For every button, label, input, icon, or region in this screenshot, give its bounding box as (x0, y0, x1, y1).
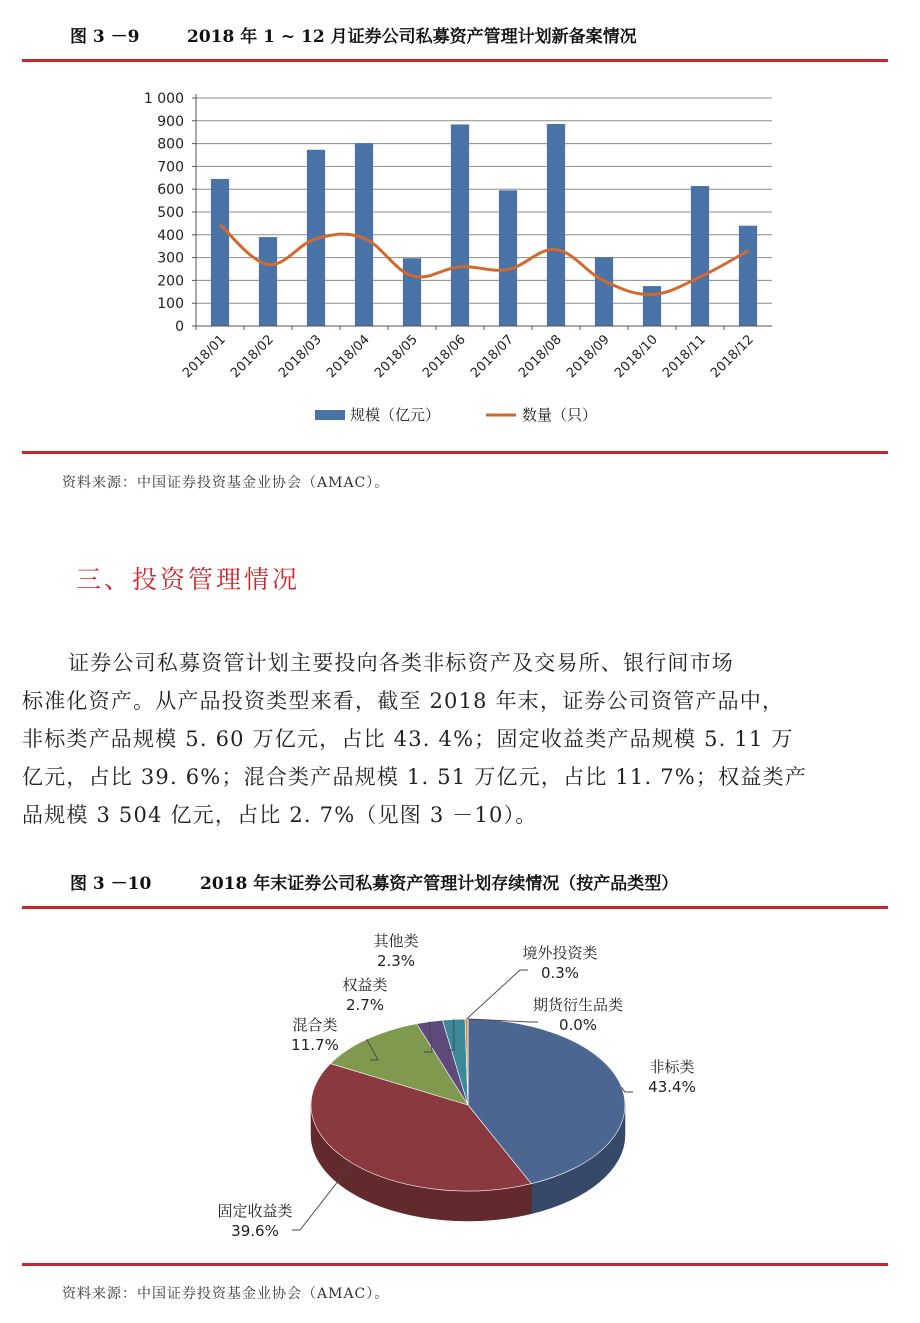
y-tick-label: 900 (157, 113, 184, 130)
x-tick-label: 2018/02 (228, 332, 277, 382)
y-tick-label: 400 (157, 227, 184, 244)
bar (739, 226, 757, 326)
figure1-source: 资料来源：中国证券投资基金业协会（AMAC）。 (62, 475, 390, 491)
pie-leader-line (622, 1087, 633, 1092)
x-tick-label: 2018/06 (420, 332, 469, 382)
pie-slice-name: 期货衍生品类 (532, 996, 624, 1014)
paragraph-line: 品规模 3 504 亿元，占比 2. 7%（见图 3 －10）。 (22, 803, 538, 827)
bar (451, 124, 469, 326)
bar-line-chart (0, 64, 920, 444)
legend-line-label: 数量（只） (522, 406, 598, 424)
y-tick-label: 100 (157, 296, 184, 313)
x-tick-label: 2018/01 (180, 332, 229, 382)
pie-slice-percent: 11.7% (291, 1036, 339, 1054)
pie-slice-name: 混合类 (292, 1016, 338, 1034)
bar (499, 190, 517, 326)
section-heading: 三、投资管理情况 (76, 565, 301, 594)
x-tick-label: 2018/04 (324, 332, 373, 382)
paragraph-line: 证券公司私募资管计划主要投向各类非标资产及交易所、银行间市场 (68, 651, 734, 675)
figure1-top-rule (22, 59, 888, 62)
bar (691, 186, 709, 326)
y-tick-label: 0 (175, 319, 184, 335)
y-tick-label: 1 000 (143, 91, 184, 107)
x-tick-label: 2018/10 (612, 332, 661, 382)
figure2-label: 图 3 －10 (70, 874, 152, 894)
bar (547, 124, 565, 326)
y-tick-label: 700 (157, 159, 184, 176)
y-tick-label: 300 (157, 250, 184, 267)
chart1-x-ticks (180, 326, 757, 381)
figure1-label: 图 3 －9 (70, 27, 140, 47)
pie-slice-name: 其他类 (373, 932, 419, 950)
bar (643, 286, 661, 326)
pie-slice-percent: 2.7% (345, 996, 385, 1014)
y-tick-label: 500 (157, 205, 184, 221)
paragraph-line: 非标类产品规模 5. 60 万亿元，占比 43. 4%；固定收益类产品规模 5. 11 万 (22, 727, 794, 751)
x-tick-label: 2018/11 (660, 332, 709, 382)
pie-slice-percent: 0.3% (540, 964, 580, 982)
pie-slice-name: 境外投资类 (522, 944, 598, 962)
legend-bar-label: 规模（亿元） (350, 406, 441, 424)
bar (211, 179, 229, 326)
x-tick-label: 2018/08 (516, 332, 565, 382)
figure2-top-rule (22, 906, 888, 909)
paragraph-line: 亿元，占比 39. 6%；混合类产品规模 1. 51 万亿元，占比 11. 7%；权益类产 (22, 765, 807, 789)
pie-slice-percent: 43.4% (648, 1078, 696, 1096)
bar (259, 237, 277, 326)
pie-slice-name: 权益类 (342, 976, 388, 994)
chart1-gridlines (196, 98, 772, 303)
pie-slice-percent: 0.0% (558, 1016, 598, 1034)
y-tick-label: 800 (157, 136, 184, 153)
bar (595, 257, 613, 326)
chart1-legend (315, 406, 597, 424)
pie-slice-percent: 2.3% (376, 952, 416, 970)
paragraph-line: 标准化资产。从产品投资类型来看，截至 2018 年末，证券公司资管产品中， (22, 689, 785, 713)
pie-slice-name: 非标类 (649, 1058, 695, 1076)
legend-bar-swatch (315, 410, 345, 420)
pie-leader-line (467, 970, 528, 1019)
figure2-title: 2018 年末证券公司私募资产管理计划存续情况（按产品类型） (200, 874, 679, 894)
figure1-title: 2018 年 1 ~ 12 月证券公司私募资产管理计划新备案情况 (187, 27, 637, 47)
pie-slice-percent: 39.6% (231, 1222, 279, 1240)
x-tick-label: 2018/03 (276, 332, 325, 382)
bar (403, 258, 421, 326)
chart1-axes (196, 94, 772, 326)
y-tick-label: 600 (157, 182, 184, 199)
x-tick-label: 2018/12 (708, 332, 757, 382)
x-tick-label: 2018/07 (468, 332, 517, 382)
pie-chart (0, 912, 920, 1262)
chart1-y-ticks (144, 91, 196, 335)
figure2-source: 资料来源：中国证券投资基金业协会（AMAC）。 (62, 1286, 390, 1302)
pie-slice-name: 固定收益类 (217, 1202, 293, 1220)
x-tick-label: 2018/05 (372, 332, 421, 382)
y-tick-label: 200 (157, 273, 184, 290)
figure2-bottom-rule (22, 1263, 888, 1266)
pie-slices (311, 1019, 625, 1191)
body-paragraph (22, 644, 892, 834)
figure1-bottom-rule (22, 451, 888, 454)
x-tick-label: 2018/09 (564, 332, 613, 382)
chart1-bars (211, 124, 757, 326)
